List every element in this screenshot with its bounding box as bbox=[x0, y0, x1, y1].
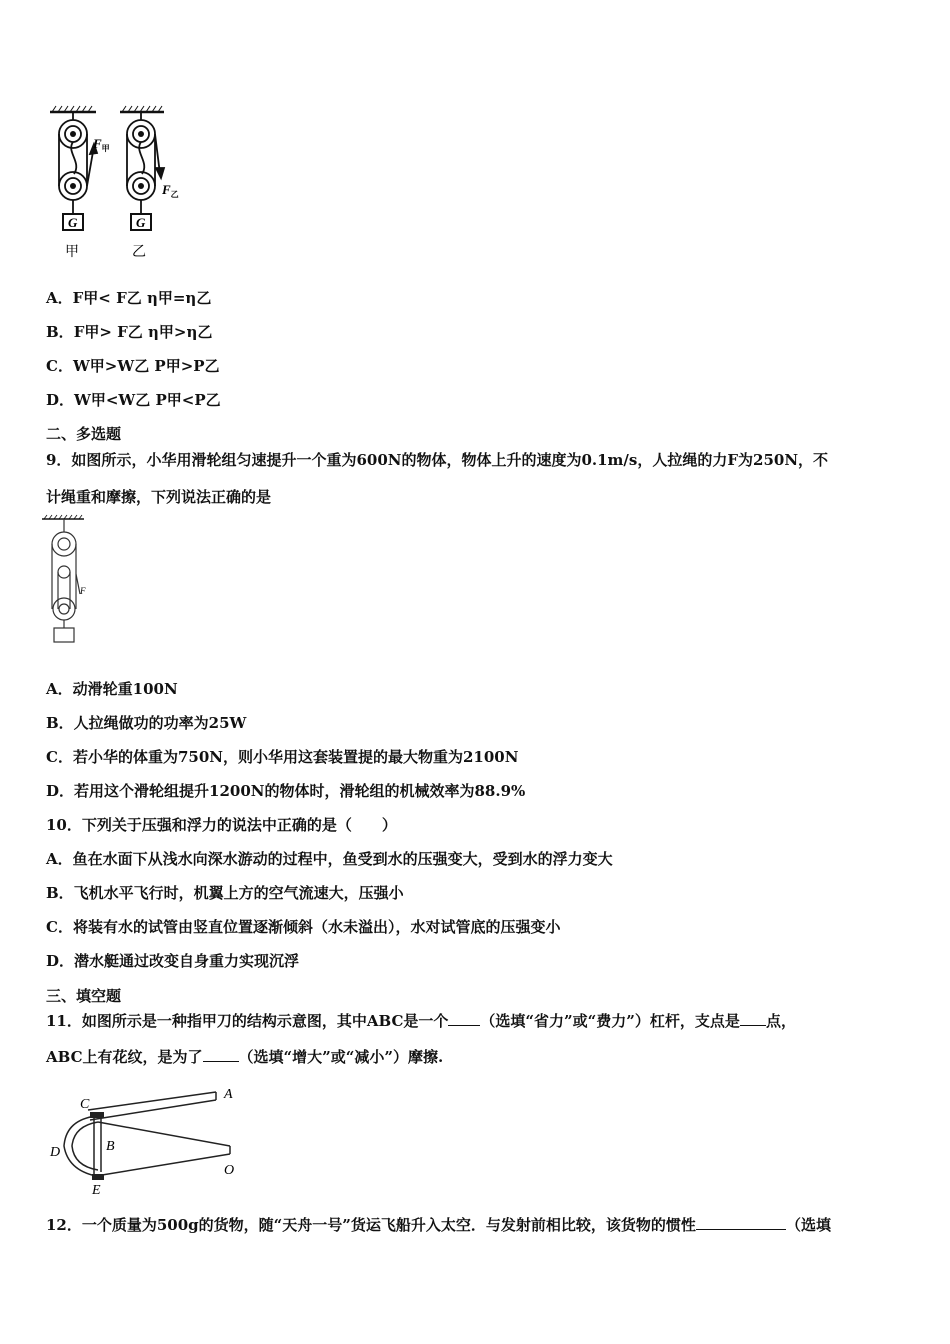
q10-option-a: A．鱼在水面下从浅水向深水游动的过程中，鱼受到水的压强变大，受到水的浮力变大 bbox=[46, 850, 613, 868]
q9-option-c: C．若小华的体重为750N，则小华用这套装置提的最大物重为2100N bbox=[46, 748, 519, 766]
q12-stem: 12．一个质量为500g的货物，随“天舟一号”货运飞船升入太空．与发射前相比较，该货物的惯性 （选填 bbox=[46, 1216, 831, 1234]
label-jia: 甲 bbox=[65, 245, 79, 260]
q8-option-b: B．F甲> F乙 η甲>η乙 bbox=[46, 323, 213, 341]
label-C: C bbox=[80, 1097, 90, 1112]
q8-option-a: A．F甲< F乙 η甲=η乙 bbox=[46, 289, 212, 307]
label-yi: 乙 bbox=[132, 245, 146, 260]
label-E: E bbox=[92, 1183, 101, 1198]
label-D: D bbox=[50, 1145, 61, 1160]
label-O: O bbox=[224, 1163, 235, 1178]
weight-label-right: G bbox=[136, 215, 146, 230]
q9-pulley-figure bbox=[38, 514, 98, 648]
q10-option-b: B．飞机水平飞行时，机翼上方的空气流速大，压强小 bbox=[46, 884, 404, 902]
q10-stem: 10．下列关于压强和浮力的说法中正确的是（ ） bbox=[46, 816, 397, 834]
section-heading-fill-blank: 三、填空题 bbox=[46, 987, 122, 1005]
q9-stem-line2: 计绳重和摩擦，下列说法正确的是 bbox=[46, 488, 272, 506]
q11-stem-line2: ABC上有花纹，是为了 （选填“增大”或“减小”）摩擦. bbox=[46, 1048, 444, 1066]
q11-blank-2[interactable] bbox=[740, 1011, 766, 1026]
q11-stem-line1: 11．如图所示是一种指甲刀的结构示意图，其中ABC是一个 （选填“省力”或“费力”）杠杆，支点是 点， bbox=[46, 1012, 796, 1030]
label-A: A bbox=[224, 1087, 233, 1102]
q11-blank-3[interactable] bbox=[203, 1047, 239, 1062]
q8-option-c: C．W甲>W乙 P甲>P乙 bbox=[46, 357, 220, 375]
q9-force-label: F bbox=[80, 586, 86, 596]
q9-stem-line1: 9．如图所示，小华用滑轮组匀速提升一个重为600N的物体，物体上升的速度为0.1m/s，人拉绳的力F为250N，不 bbox=[46, 451, 829, 469]
label-B: B bbox=[106, 1139, 115, 1154]
q9-option-b: B．人拉绳做功的功率为25W bbox=[46, 714, 247, 732]
q10-option-d: D．潜水艇通过改变自身重力实现沉浮 bbox=[46, 952, 300, 970]
q9-option-a: A．动滑轮重100N bbox=[46, 680, 178, 698]
pulley-figure-jia-yi bbox=[44, 104, 194, 264]
q12-blank-1[interactable] bbox=[696, 1215, 786, 1230]
q8-option-d: D．W甲<W乙 P甲<P乙 bbox=[46, 391, 221, 409]
q11-blank-1[interactable] bbox=[448, 1011, 480, 1026]
section-heading-multi-choice: 二、多选题 bbox=[46, 425, 122, 443]
force-label-right: $F_乙$ bbox=[162, 182, 179, 199]
weight-label-left: G bbox=[68, 215, 78, 230]
q10-option-c: C．将装有水的试管由竖直位置逐渐倾斜（水未溢出），水对试管底的压强变小 bbox=[46, 918, 561, 936]
q9-option-d: D．若用这个滑轮组提升1200N的物体时，滑轮组的机械效率为88.9% bbox=[46, 782, 526, 800]
nail-clipper-figure bbox=[46, 1086, 246, 1198]
force-label-left: $F_甲$ bbox=[93, 136, 110, 153]
